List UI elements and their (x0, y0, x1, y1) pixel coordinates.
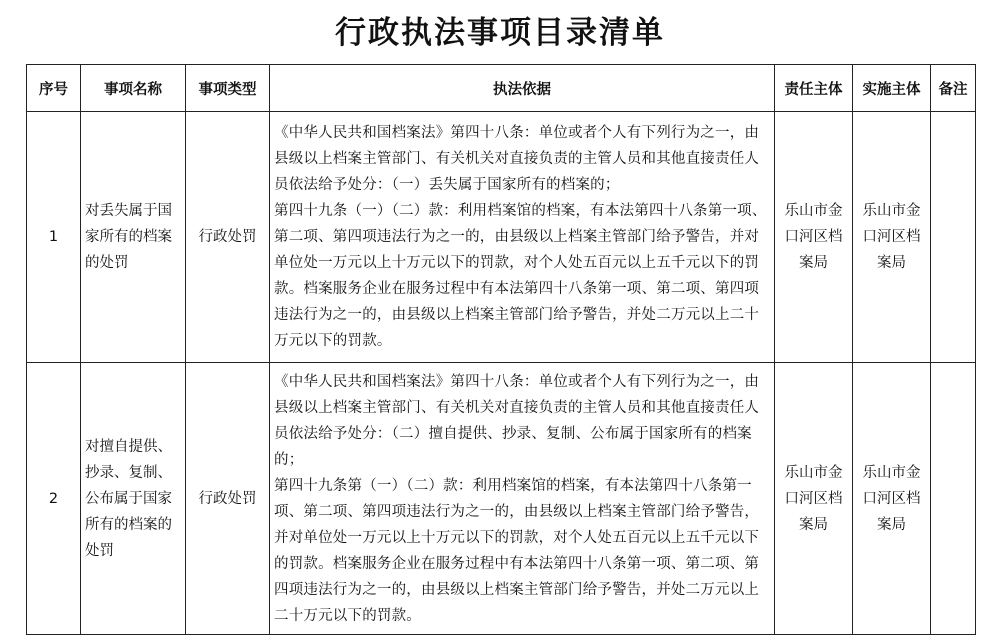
table-row (27, 363, 976, 635)
table-row (27, 112, 976, 363)
basis-paragraph: 第四十九条第（一）（二）款：利用档案馆的档案，有本法第四十八条第一项、第二项、第四项违法行为之一的，由县级以上档案主管部门给予警告，并对单位处一万元以上十万元以下的罚款，对个人处五百元以上五千元以下的罚款。档案服务企业在服务过程中有本法第四十八条第一项、第二项、第四项违法行为之一的，由县级以上档案主管部门给予警告，并处二万元以上二十万元以下的罚款。 (274, 477, 760, 624)
cell-basis (270, 112, 775, 363)
cell-name: 对丢失属于国家所有的档案的处罚 (81, 112, 186, 363)
cell-remarks (931, 363, 976, 635)
cell-name: 对擅自提供、抄录、复制、公布属于国家所有的档案的处罚 (81, 363, 186, 635)
cell-remarks (931, 112, 976, 363)
enforcement-table (26, 64, 976, 635)
cell-responsible: 乐山市金口河区档案局 (775, 363, 853, 635)
cell-responsible: 乐山市金口河区档案局 (775, 112, 853, 363)
cell-basis (270, 363, 775, 635)
cell-seq: 2 (27, 363, 81, 635)
page-title: 行政执法事项目录清单 (335, 15, 665, 51)
basis-paragraph: 《中华人民共和国档案法》第四十八条：单位或者个人有下列行为之一，由县级以上档案主管部门、有关机关对直接负责的主管人员和其他直接责任人员依法给予处分：（二）擅自提供、抄录、复制、公布属于国家所有的档案的； (274, 373, 760, 468)
header-type: 事项类型 (186, 65, 270, 112)
cell-seq: 1 (27, 112, 81, 363)
header-basis: 执法依据 (270, 65, 775, 112)
header-row (27, 65, 976, 112)
header-implementing: 实施主体 (853, 65, 931, 112)
header-name: 事项名称 (81, 65, 186, 112)
cell-type: 行政处罚 (186, 363, 270, 635)
cell-implementing: 乐山市金口河区档案局 (853, 363, 931, 635)
basis-paragraph: 第四十九条（一）（二）款：利用档案馆的档案，有本法第四十八条第一项、第二项、第四项违法行为之一的，由县级以上档案主管部门给予警告，并对单位处一万元以上十万元以下的罚款，对个人处五百元以上五千元以下的罚款。档案服务企业在服务过程中有本法第四十八条第一项、第二项、第四项违法行为之一的，由县级以上档案主管部门给予警告，并处二万元以上二十万元以下的罚款。 (274, 203, 767, 349)
cell-type: 行政处罚 (186, 112, 270, 363)
header-seq: 序号 (27, 65, 81, 112)
header-responsible: 责任主体 (775, 65, 853, 112)
basis-paragraph: 《中华人民共和国档案法》第四十八条：单位或者个人有下列行为之一，由县级以上档案主管部门、有关机关对直接负责的主管人员和其他直接责任人员依法给予处分：（一）丢失属于国家所有的档案的； (274, 125, 760, 193)
header-remarks: 备注 (931, 65, 976, 112)
cell-implementing: 乐山市金口河区档案局 (853, 112, 931, 363)
